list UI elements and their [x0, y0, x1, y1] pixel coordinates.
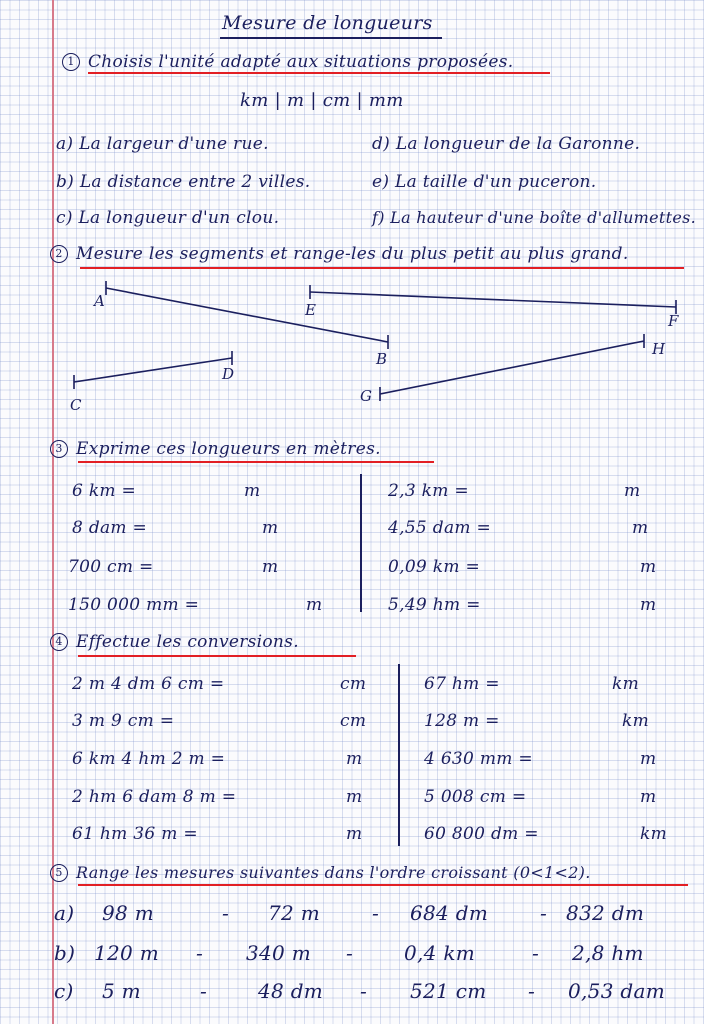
ex4-right-unit: km [612, 674, 640, 694]
ex4-instruction [50, 632, 299, 652]
point-label-f: F [668, 312, 679, 330]
ex3-left-expr: 8 dam = [72, 518, 148, 538]
segment-ab [106, 288, 388, 342]
ex5-separator: - [360, 979, 368, 1003]
point-label-a: A [94, 292, 106, 310]
ex3-number: 3 [50, 440, 68, 458]
ex1-units: km | m | cm | mm [240, 90, 404, 111]
ex5-value: 98 m [102, 901, 154, 925]
ex5-separator: - [372, 901, 380, 925]
point-label-d: D [222, 365, 235, 383]
ex5-number: 5 [50, 864, 68, 882]
ex4-left-expr: 3 m 9 cm = [72, 711, 175, 731]
ex5-value: 72 m [268, 901, 320, 925]
point-label-h: H [652, 340, 666, 358]
ex5-separator: - [540, 901, 548, 925]
ex4-right-expr: 128 m = [424, 711, 500, 731]
ex4-number: 4 [50, 633, 68, 651]
ex3-divider [360, 474, 362, 612]
ex1-item-c: c) La longueur d'un clou. [56, 208, 280, 228]
ex4-divider [398, 664, 400, 846]
ex5-value: 2,8 hm [572, 941, 644, 965]
ex5-separator: - [346, 941, 354, 965]
ex1-item-b: b) La distance entre 2 villes. [56, 172, 311, 192]
ex3-right-unit: m [632, 518, 649, 538]
ex3-instruction-text: Exprime ces longueurs en mètres. [76, 439, 381, 459]
ex5-value: 684 dm [410, 901, 489, 925]
ex5-separator: - [200, 979, 208, 1003]
ex2-instruction-text: Mesure les segments et range-les du plus petit au plus grand. [76, 244, 629, 264]
ex5-separator: - [196, 941, 204, 965]
ex5-row-label: a) [54, 901, 75, 925]
ex1-item-d: d) La longueur de la Garonne. [372, 134, 641, 154]
ex4-right-unit: m [640, 749, 657, 769]
ex5-value: 521 cm [410, 979, 487, 1003]
ex5-separator: - [528, 979, 536, 1003]
ex3-left-unit: m [306, 595, 323, 615]
ex3-left-expr: 700 cm = [68, 557, 154, 577]
ex4-instruction-text: Effectue les conversions. [76, 632, 299, 652]
ex5-value: 0,53 dam [568, 979, 665, 1003]
point-label-e: E [305, 301, 317, 319]
ex5-value: 5 m [102, 979, 141, 1003]
ex2-number: 2 [50, 245, 68, 263]
ex4-left-unit: cm [340, 674, 367, 694]
ex4-left-expr: 61 hm 36 m = [72, 824, 198, 844]
ex1-item-e: e) La taille d'un puceron. [372, 172, 597, 192]
ex3-instruction [50, 439, 381, 459]
ex5-value: 340 m [246, 941, 311, 965]
ex5-value: 120 m [94, 941, 159, 965]
ex5-value: 832 dm [566, 901, 645, 925]
segment-cd [74, 358, 235, 383]
ex5-value: 48 dm [258, 979, 324, 1003]
ex3-underline [78, 461, 434, 463]
ex3-right-expr: 2,3 km = [388, 481, 469, 501]
ex4-right-unit: m [640, 787, 657, 807]
ex1-item-a: a) La largeur d'une rue. [56, 134, 269, 154]
point-label-g: G [360, 387, 373, 405]
ex3-right-unit: m [624, 481, 641, 501]
ex4-right-unit: km [640, 824, 668, 844]
ex5-separator: - [532, 941, 540, 965]
ex1-item-f: f) La hauteur d'une boîte d'allumettes. [372, 208, 697, 227]
ex3-right-unit: m [640, 557, 657, 577]
ex4-right-expr: 60 800 dm = [424, 824, 539, 844]
ex3-left-unit: m [262, 557, 279, 577]
ex4-left-unit: m [346, 787, 363, 807]
point-label-b: B [376, 350, 388, 368]
ex3-right-expr: 0,09 km = [388, 557, 481, 577]
ex4-right-unit: km [622, 711, 650, 731]
ex5-underline [78, 884, 688, 886]
segment-gh [380, 341, 644, 394]
ex5-instruction-text: Range les mesures suivantes dans l'ordre croissant (0<1<2). [76, 863, 591, 882]
ex3-left-expr: 150 000 mm = [68, 595, 200, 615]
ex3-right-unit: m [640, 595, 657, 615]
ex3-left-expr: 6 km = [72, 481, 137, 501]
ex4-right-expr: 5 008 cm = [424, 787, 527, 807]
ex4-left-unit: cm [340, 711, 367, 731]
ex3-left-unit: m [244, 481, 261, 501]
page-title: Mesure de longueurs [222, 12, 433, 34]
point-label-c: C [70, 396, 82, 414]
ex1-number: 1 [62, 53, 80, 71]
ex3-left-unit: m [262, 518, 279, 538]
ex4-underline [78, 655, 356, 657]
ex1-instruction-text: Choisis l'unité adapté aux situations proposées. [88, 52, 514, 72]
ex4-right-expr: 67 hm = [424, 674, 500, 694]
segment-ef [310, 292, 676, 307]
ex5-row-label: c) [54, 979, 74, 1003]
ex3-right-expr: 5,49 hm = [388, 595, 481, 615]
ex4-right-expr: 4 630 mm = [424, 749, 533, 769]
ex4-left-unit: m [346, 749, 363, 769]
ex5-row-label: b) [54, 941, 76, 965]
ex4-left-unit: m [346, 824, 363, 844]
ex4-left-expr: 6 km 4 hm 2 m = [72, 749, 226, 769]
ex5-separator: - [222, 901, 230, 925]
ex5-instruction [50, 863, 591, 882]
ex5-value: 0,4 km [404, 941, 476, 965]
ex3-right-expr: 4,55 dam = [388, 518, 492, 538]
ex4-left-expr: 2 m 4 dm 6 cm = [72, 674, 225, 694]
ex4-left-expr: 2 hm 6 dam 8 m = [72, 787, 237, 807]
